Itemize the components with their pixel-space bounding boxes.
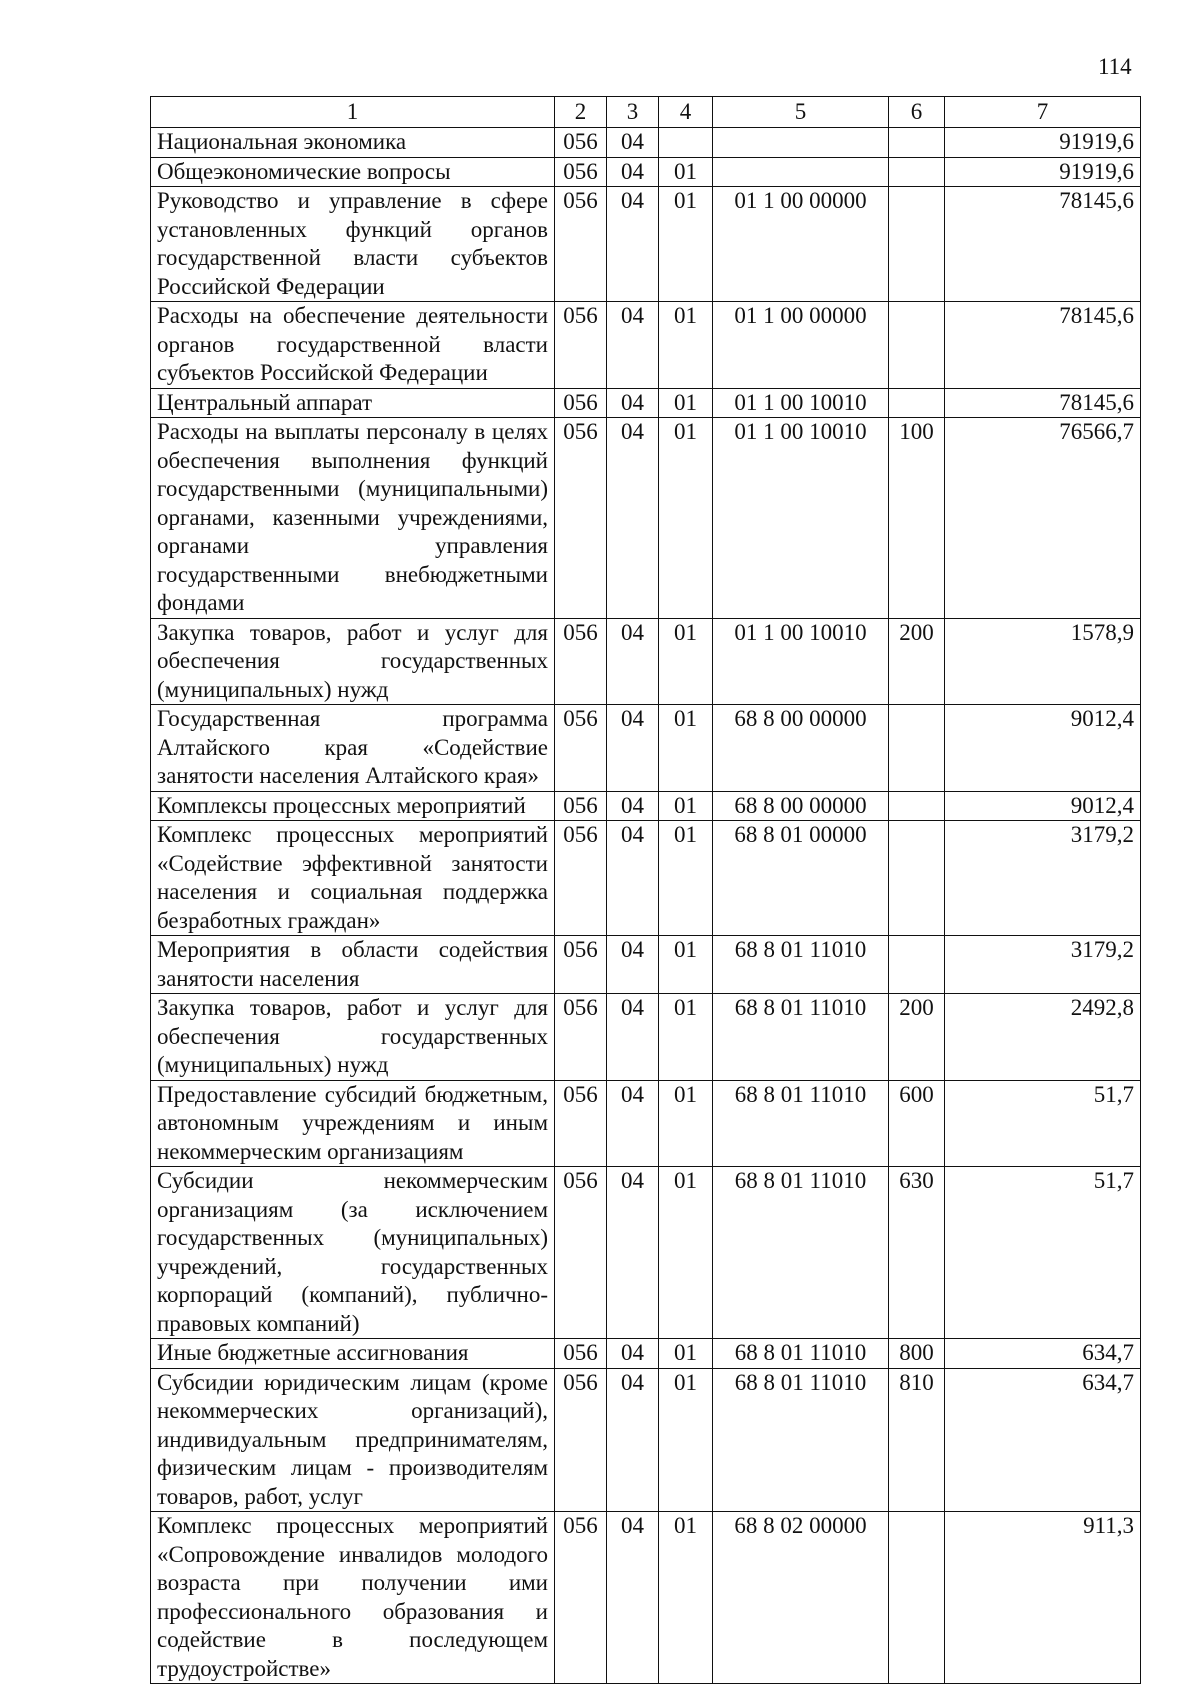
department-code-cell: 056 [555,1080,607,1167]
target-article-cell: 68 8 01 11010 [713,936,889,994]
table-body [151,128,1141,1684]
department-code-cell: 056 [555,821,607,936]
subsection-code-cell: 01 [659,705,713,792]
expense-name-cell: Комплекс процессных мероприятий «Сопровождение инвалидов молодого возраста при получении ими профессионального образования и содействие в последующем трудоустройстве» [151,1512,555,1684]
amount-cell: 91919,6 [945,157,1141,187]
department-code-cell: 056 [555,187,607,302]
expense-type-cell [889,388,945,418]
expense-type-cell [889,936,945,994]
target-article-cell: 68 8 01 11010 [713,1080,889,1167]
expense-name-cell: Иные бюджетные ассигнования [151,1339,555,1369]
target-article-cell: 68 8 01 11010 [713,1339,889,1369]
department-code-cell: 056 [555,994,607,1081]
subsection-code-cell: 01 [659,821,713,936]
section-code-cell: 04 [607,618,659,705]
section-code-cell: 04 [607,994,659,1081]
column-header-4: 4 [659,97,713,128]
subsection-code-cell: 01 [659,1512,713,1684]
target-article-cell [713,157,889,187]
subsection-code-cell: 01 [659,936,713,994]
subsection-code-cell: 01 [659,1339,713,1369]
section-code-cell: 04 [607,936,659,994]
column-header-1: 1 [151,97,555,128]
expense-name-cell: Руководство и управление в сфере установленных функций органов государственной власти субъектов Российской Федерации [151,187,555,302]
table-row [151,791,1141,821]
page-number: 114 [1098,54,1132,79]
amount-cell: 1578,9 [945,618,1141,705]
expense-name-cell: Расходы на обеспечение деятельности органов государственной власти субъектов Российской Федерации [151,302,555,389]
subsection-code-cell: 01 [659,1167,713,1339]
table-row [151,994,1141,1081]
target-article-cell [713,128,889,158]
expense-type-cell [889,128,945,158]
section-code-cell: 04 [607,388,659,418]
expense-name-cell: Субсидии некоммерческим организациям (за исключением государственных (муниципальных) учреждений, государственных корпораций (компаний), публично-правовых компаний) [151,1167,555,1339]
department-code-cell: 056 [555,1167,607,1339]
subsection-code-cell: 01 [659,994,713,1081]
expense-type-cell [889,157,945,187]
section-code-cell: 04 [607,418,659,619]
table-row [151,821,1141,936]
section-code-cell: 04 [607,1080,659,1167]
amount-cell: 911,3 [945,1512,1141,1684]
section-code-cell: 04 [607,128,659,158]
expense-name-cell: Комплексы процессных мероприятий [151,791,555,821]
table-row [151,936,1141,994]
subsection-code-cell: 01 [659,302,713,389]
expense-name-cell: Расходы на выплаты персоналу в целях обеспечения выполнения функций государственными (муниципальными) органами, казенными учреждениями, органами управления государственными внебюджетными фондами [151,418,555,619]
target-article-cell: 01 1 00 00000 [713,302,889,389]
department-code-cell: 056 [555,388,607,418]
amount-cell: 51,7 [945,1080,1141,1167]
section-code-cell: 04 [607,1339,659,1369]
department-code-cell: 056 [555,157,607,187]
amount-cell: 51,7 [945,1167,1141,1339]
expense-type-cell: 100 [889,418,945,619]
amount-cell: 76566,7 [945,418,1141,619]
header-row [151,97,1141,128]
expense-type-cell [889,705,945,792]
section-code-cell: 04 [607,791,659,821]
subsection-code-cell: 01 [659,1368,713,1512]
target-article-cell: 68 8 01 11010 [713,1167,889,1339]
target-article-cell: 01 1 00 00000 [713,187,889,302]
expense-type-cell [889,1512,945,1684]
amount-cell: 3179,2 [945,936,1141,994]
target-article-cell: 01 1 00 10010 [713,418,889,619]
target-article-cell: 01 1 00 10010 [713,618,889,705]
column-header-3: 3 [607,97,659,128]
department-code-cell: 056 [555,1339,607,1369]
department-code-cell: 056 [555,302,607,389]
target-article-cell: 68 8 02 00000 [713,1512,889,1684]
table-row [151,1512,1141,1684]
expense-type-cell: 200 [889,618,945,705]
table-row [151,1167,1141,1339]
department-code-cell: 056 [555,705,607,792]
expense-name-cell: Мероприятия в области содействия занятости населения [151,936,555,994]
section-code-cell: 04 [607,302,659,389]
subsection-code-cell: 01 [659,618,713,705]
column-header-2: 2 [555,97,607,128]
department-code-cell: 056 [555,791,607,821]
column-header-7: 7 [945,97,1141,128]
subsection-code-cell [659,128,713,158]
table-row [151,1368,1141,1512]
expense-name-cell: Общеэкономические вопросы [151,157,555,187]
table-row [151,157,1141,187]
expense-name-cell: Национальная экономика [151,128,555,158]
expense-name-cell: Предоставление субсидий бюджетным, автономным учреждениям и иным некоммерческим организациям [151,1080,555,1167]
subsection-code-cell: 01 [659,187,713,302]
amount-cell: 78145,6 [945,302,1141,389]
department-code-cell: 056 [555,128,607,158]
expense-type-cell [889,791,945,821]
subsection-code-cell: 01 [659,791,713,821]
table-row [151,302,1141,389]
department-code-cell: 056 [555,618,607,705]
amount-cell: 3179,2 [945,821,1141,936]
subsection-code-cell: 01 [659,1080,713,1167]
expense-name-cell: Комплекс процессных мероприятий «Содействие эффективной занятости населения и социальная поддержка безработных граждан» [151,821,555,936]
table-row [151,418,1141,619]
column-header-6: 6 [889,97,945,128]
target-article-cell: 68 8 00 00000 [713,791,889,821]
section-code-cell: 04 [607,157,659,187]
subsection-code-cell: 01 [659,388,713,418]
subsection-code-cell: 01 [659,157,713,187]
table-row [151,705,1141,792]
section-code-cell: 04 [607,821,659,936]
table-row [151,388,1141,418]
amount-cell: 634,7 [945,1368,1141,1512]
target-article-cell: 68 8 01 11010 [713,1368,889,1512]
expense-type-cell: 800 [889,1339,945,1369]
expense-type-cell [889,302,945,389]
section-code-cell: 04 [607,705,659,792]
amount-cell: 78145,6 [945,388,1141,418]
department-code-cell: 056 [555,936,607,994]
section-code-cell: 04 [607,1167,659,1339]
amount-cell: 78145,6 [945,187,1141,302]
expense-name-cell: Субсидии юридическим лицам (кроме некоммерческих организаций), индивидуальным предпринимателям, физическим лицам - производителям товаров, работ, услуг [151,1368,555,1512]
subsection-code-cell: 01 [659,418,713,619]
table-row [151,1080,1141,1167]
section-code-cell: 04 [607,187,659,302]
department-code-cell: 056 [555,418,607,619]
department-code-cell: 056 [555,1368,607,1512]
table-row [151,187,1141,302]
amount-cell: 2492,8 [945,994,1141,1081]
expense-type-cell [889,187,945,302]
expense-name-cell: Закупка товаров, работ и услуг для обеспечения государственных (муниципальных) нужд [151,618,555,705]
expense-name-cell: Центральный аппарат [151,388,555,418]
expense-type-cell: 600 [889,1080,945,1167]
amount-cell: 634,7 [945,1339,1141,1369]
amount-cell: 91919,6 [945,128,1141,158]
target-article-cell: 01 1 00 10010 [713,388,889,418]
amount-cell: 9012,4 [945,705,1141,792]
table-row [151,1339,1141,1369]
table-row [151,128,1141,158]
target-article-cell: 68 8 01 11010 [713,994,889,1081]
section-code-cell: 04 [607,1368,659,1512]
target-article-cell: 68 8 00 00000 [713,705,889,792]
expense-type-cell: 200 [889,994,945,1081]
amount-cell: 9012,4 [945,791,1141,821]
expense-type-cell [889,821,945,936]
budget-table [150,96,1141,1684]
expense-type-cell: 810 [889,1368,945,1512]
target-article-cell: 68 8 01 00000 [713,821,889,936]
column-header-5: 5 [713,97,889,128]
section-code-cell: 04 [607,1512,659,1684]
expense-type-cell: 630 [889,1167,945,1339]
expense-name-cell: Государственная программа Алтайского края «Содействие занятости населения Алтайского края» [151,705,555,792]
table-row [151,618,1141,705]
expense-name-cell: Закупка товаров, работ и услуг для обеспечения государственных (муниципальных) нужд [151,994,555,1081]
department-code-cell: 056 [555,1512,607,1684]
